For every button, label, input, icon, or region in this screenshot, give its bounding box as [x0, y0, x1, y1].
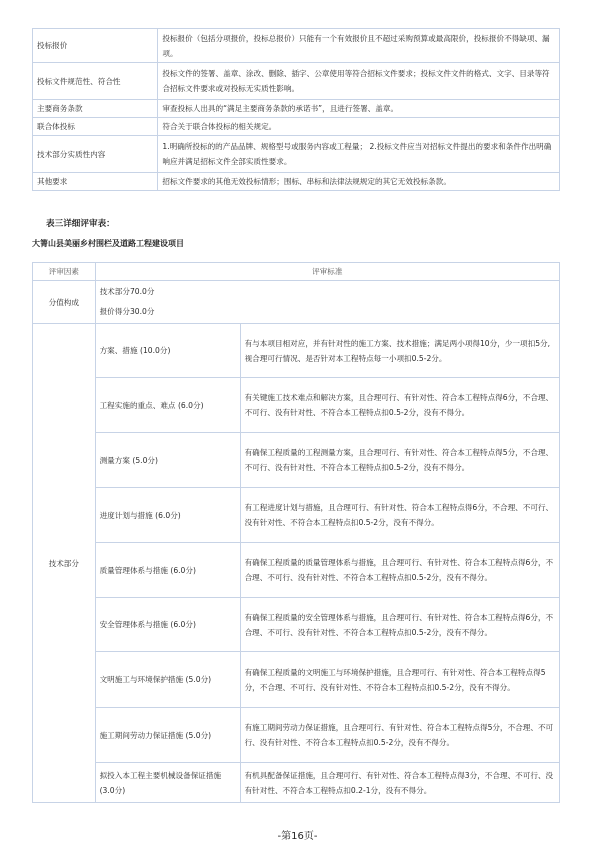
- score-composition-row: [33, 281, 560, 324]
- table-row: [33, 173, 560, 191]
- review-item: 工程实施的重点、难点 (6.0分): [95, 378, 240, 433]
- criterion-label: 其他要求: [33, 173, 158, 191]
- tech-part-label: 技术部分: [33, 324, 96, 803]
- review-standard: 有施工期间劳动力保证措施，且合理可行、有针对性、符合本工程特点得5分，不合理、不可行、没有针对性、不符合本工程特点扣0.5-2分，没有不得分。: [240, 708, 559, 763]
- criterion-label: 技术部分实质性内容: [33, 136, 158, 173]
- criterion-text: 投标文件的签署、盖章、涂改、删除、插字、公章使用等符合招标文件要求；投标文件文件的格式、文字、目录等符合招标文件要求或对投标无实质性影响。: [158, 63, 560, 100]
- review-standard: 有工程进度计划与措施，且合理可行、有针对性、符合本工程特点得6分，不合理、不可行、没有针对性、不符合本工程特点扣0.5-2分，没有不得分。: [240, 488, 559, 543]
- column-header-factor: 评审因素: [33, 263, 96, 281]
- page-number: -第16页-: [277, 831, 318, 842]
- review-item: 测量方案 (5.0分): [95, 433, 240, 488]
- preliminary-review-table: [32, 28, 560, 191]
- score-composition-label: 分值构成: [33, 281, 96, 324]
- tech-score-line: 技术部分70.0分: [99, 287, 155, 296]
- criterion-label: 投标报价: [33, 29, 158, 63]
- review-item: 进度计划与措施 (6.0分): [95, 488, 240, 543]
- table-header-row: [33, 263, 560, 281]
- table-row: [33, 324, 560, 378]
- table-row: [33, 63, 560, 100]
- criterion-text: 招标文件要求的其他无效投标情形；围标、串标和法律法规规定的其它无效投标条款。: [158, 173, 560, 191]
- review-standard: 有确保工程质量的质量管理体系与措施，且合理可行、有针对性、符合本工程特点得6分，不合理、不可行、没有针对性、不符合本工程特点扣0.5-2分，没有不得分。: [240, 543, 559, 598]
- criterion-label: 联合体投标: [33, 118, 158, 136]
- table-row: [33, 378, 560, 433]
- criterion-text: 投标报价（包括分项报价，投标总报价）只能有一个有效报价且不超过采购预算或最高限价，投标报价不得缺项、漏项。: [158, 29, 560, 63]
- table-row: [33, 543, 560, 598]
- review-item: 质量管理体系与措施 (6.0分): [95, 543, 240, 598]
- criterion-label: 主要商务条款: [33, 100, 158, 118]
- table-row: [33, 100, 560, 118]
- table-row: [33, 433, 560, 488]
- criterion-text: 符合关于联合体投标的相关规定。: [158, 118, 560, 136]
- table-row: [33, 118, 560, 136]
- review-standard: 有确保工程质量的安全管理体系与措施，且合理可行、有针对性、符合本工程特点得6分，不合理、不可行、没有针对性、不符合本工程特点扣0.5-2分，没有不得分。: [240, 598, 559, 652]
- table-row: [33, 136, 560, 173]
- review-standard: 有关键施工技术难点和解决方案，且合理可行、有针对性、符合本工程特点得6分，不合理、不可行、没有针对性、不符合本工程特点扣0.5-2分，没有不得分。: [240, 378, 559, 433]
- detailed-review-table: [32, 262, 560, 803]
- project-title: 大箐山县美丽乡村围栏及道路工程建设项目: [32, 239, 184, 248]
- review-item: 施工期间劳动力保证措施 (5.0分): [95, 708, 240, 763]
- table-row: [33, 598, 560, 652]
- table-row: [33, 488, 560, 543]
- review-item: 方案、措施 (10.0分): [95, 324, 240, 378]
- table-row: [33, 652, 560, 708]
- table-row: [33, 763, 560, 803]
- criterion-text: 1.明确所投标的的产品品牌、规格型号或服务内容或工程量； 2.投标文件应当对招标文件提出的要求和条件作出明确响应并满足招标文件全部实质性要求。: [158, 136, 560, 173]
- review-standard: 有确保工程质量的文明施工与环境保护措施，且合理可行、有针对性、符合本工程特点得5分，不合理、不可行、没有针对性、不符合本工程特点扣0.5-2分，没有不得分。: [240, 652, 559, 708]
- criterion-label: 投标文件规范性、符合性: [33, 63, 158, 100]
- review-item: 文明施工与环境保护措施 (5.0分): [95, 652, 240, 708]
- price-score-line: 报价得分30.0分: [99, 307, 155, 316]
- review-standard: 有机具配备保证措施，且合理可行、有针对性、符合本工程特点得3分，不合理、不可行、没有针对性、不符合本工程特点扣0.2-1分，没有不得分。: [240, 763, 559, 803]
- review-standard: 有与本项目相对应，并有针对性的施工方案、技术措施；满足两小项得10分，少一项扣5分,视合理可行情况、是否针对本工程特点每一小项扣0.5-2分。: [240, 324, 559, 378]
- column-header-standard: 评审标准: [95, 263, 559, 281]
- table-row: [33, 708, 560, 763]
- score-composition-content: [95, 281, 559, 324]
- table-row: [33, 29, 560, 63]
- criterion-text: 审查投标人出具的“满足主要商务条款的承诺书”，且进行签署、盖章。: [158, 100, 560, 118]
- review-item: 安全管理体系与措施 (6.0分): [95, 598, 240, 652]
- section-heading: 表三详细评审表：: [46, 219, 115, 229]
- review-item: 拟投入本工程主要机械设备保证措施 (3.0分): [95, 763, 240, 803]
- review-standard: 有确保工程质量的工程测量方案，且合理可行、有针对性、符合本工程特点得5分，不合理、不可行、没有针对性、不符合本工程特点扣0.5-2分，没有不得分。: [240, 433, 559, 488]
